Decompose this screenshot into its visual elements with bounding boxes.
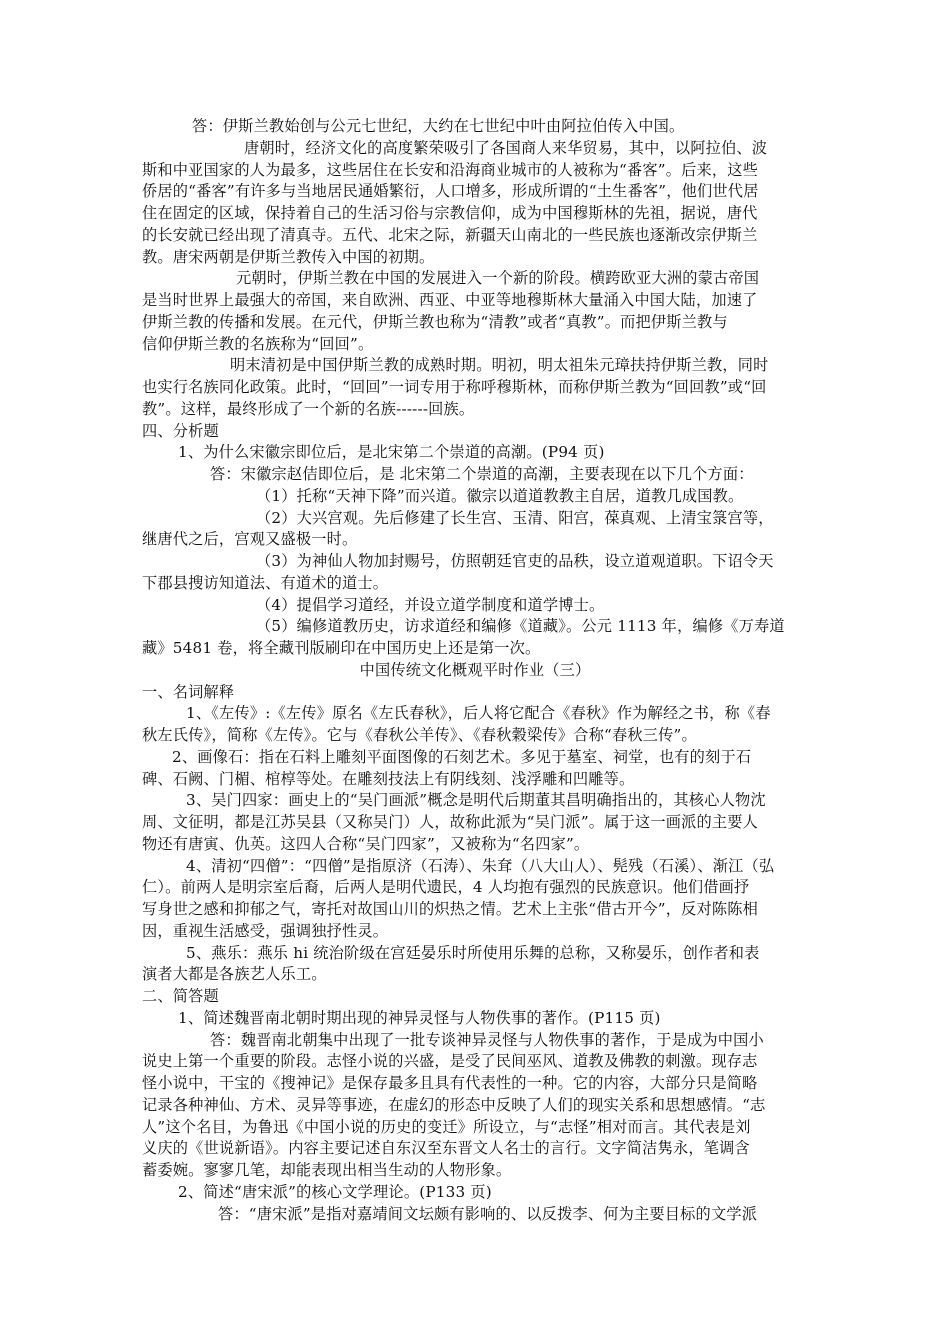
- text-line: 是当时世界上最强大的帝国，来自欧洲、西亚、中亚等地穆斯林大量涌入中国大陆，加速了: [142, 291, 758, 309]
- text-line: 答：伊斯兰教始创与公元七世纪，大约在七世纪中叶由阿拉伯传入中国。: [192, 117, 685, 135]
- text-line: 继唐代之后，宫观又盛极一时。: [142, 530, 358, 549]
- text-line: 下郡县搜访知道法、有道术的道士。: [142, 573, 389, 592]
- text-line: 演者大都是各族艺人乐工。: [142, 965, 327, 984]
- text-line: 明末清初是中国伊斯兰教的成熟时期。明初，明太祖朱元璋扶持伊斯兰教，同时: [230, 356, 769, 375]
- text-line: （3）为神仙人物加封赐号，仿照朝廷官吏的品秩，设立道观道职。下诏令天: [256, 552, 774, 570]
- text-line: 义庆的《世说新语》。内容主要记述自东汉至东晋文人名士的言行。文字简洁隽永，笔调含: [142, 1139, 750, 1158]
- text-line: 侨居的“番客”有许多与当地居民通婚繁衍，人口增多，形成所谓的“土生番客”，他们世代居: [142, 182, 759, 201]
- text-line: 1、简述魏晋南北朝时期出现的神异灵怪与人物佚事的著作。(P115 页): [178, 1008, 661, 1027]
- text-line: 2、画像石：指在石料上雕刻平面图像的石刻艺术。多见于墓室、祠堂，也有的刻于石: [172, 747, 752, 766]
- text-line: 仁）。前两人是明宗室后裔，后两人是明代遗民，4 人均抱有强烈的民族意识。他们借画抒: [142, 878, 750, 897]
- text-line: 怪小说中，干宝的《搜神记》是保存最多且具有代表性的一种。它的内容，大部分只是简略: [142, 1074, 758, 1092]
- text-line: 藏》5481 卷，将全藏刊版刷印在中国历史上还是第一次。: [142, 639, 541, 657]
- text-line: （1）托称“天神下降”而兴道。徽宗以道道教教主自居，道教几成国教。: [256, 486, 744, 505]
- text-line: 记录各种神仙、方术、灵异等事迹，在虚幻的形态中反映了人们的现实关系和思想感情。“志: [142, 1095, 766, 1114]
- text-line: 信仰伊斯兰教的名族称为“回回”。: [142, 334, 374, 353]
- text-line: 物还有唐寅、仇英。这四人合称“吴门四家”，又被称为“名四家”。: [142, 834, 590, 853]
- text-line: 蓄委婉。寥寥几笔，却能表现出相当生动的人物形象。: [142, 1161, 512, 1179]
- text-line: 元朝时，伊斯兰教在中国的发展进入一个新的阶段。横跨欧亚大洲的蒙古帝国: [236, 269, 760, 288]
- text-line: 3、吴门四家：画史上的“吴门画派”概念是明代后期董其昌明确指出的，其核心人物沈: [186, 791, 766, 810]
- text-line: 答：“唐宋派”是指对嘉靖间文坛颇有影响的、以反拨李、何为主要目标的文学派: [218, 1204, 758, 1223]
- text-line: 碑、石阙、门楣、棺椁等处。在雕刻技法上有阴线刻、浅浮雕和凹雕等。: [142, 769, 635, 788]
- text-line: 斯和中亚国家的人为最多，这些居住在长安和沿海商业城市的人被称为“番客”。后来，这些: [142, 160, 759, 179]
- text-line: 5、燕乐：燕乐 hi 统治阶级在宫廷晏乐时所使用乐舞的总称，又称晏乐，创作者和表: [186, 943, 760, 962]
- text-line: （4）提倡学习道经，并设立道学制度和道学博士。: [256, 595, 605, 614]
- text-line: 1、《左传》:《左传》原名《左氏春秋》，后人将它配合《春秋》作为解经之书，称《春: [186, 704, 771, 723]
- text-line: 的长安就已经出现了清真寺。五代、北宋之际，新疆天山南北的一些民族也逐渐改宗伊斯兰: [142, 225, 758, 244]
- text-line: （2）大兴宫观。先后修建了长生宫、玉清、阳宫，葆真观、上清宝箓宫等，: [256, 508, 774, 527]
- text-line: 周、文征明，都是江苏吴县（又称吴门）人，故称此派为“吴门派”。属于这一画派的主要人: [142, 813, 759, 831]
- text-line: 伊斯兰教的传播和发展。在元代，伊斯兰教也称为“清教”或者“真教”。而把伊斯兰教与: [142, 312, 728, 331]
- text-line: 2、简述“唐宋派”的核心文学理论。(P133 页): [178, 1182, 492, 1201]
- text-line: 也实行名族同化政策。此时，“回回”一词专用于称呼穆斯林，而称伊斯兰教为“回回教”或“回: [142, 378, 767, 396]
- text-line: 1、为什么宋徽宗即位后，是北宋第二个崇道的高潮。(P94 页): [178, 443, 605, 462]
- text-line: 人”这个名目，为鲁迅《中国小说的历史的变迁》所设立，与“志怪”相对而言。其代表是刘: [142, 1117, 751, 1136]
- text-line: 唐朝时，经济文化的高度繁荣吸引了各国商人来华贸易，其中，以阿拉伯、波: [244, 138, 768, 157]
- text-line: 说史上第一个重要的阶段。志怪小说的兴盛，是受了民间巫风、道教及佛教的刺激。现存志: [142, 1052, 758, 1071]
- text-line: 因，重视生活感受，强调独抒性灵。: [142, 921, 389, 940]
- text-line: 二、简答题: [142, 987, 219, 1005]
- text-line: 教”。这样，最终形成了一个新的名族------回族。: [142, 399, 475, 418]
- text-line: 一、名词解释: [142, 682, 235, 701]
- section-title: 中国传统文化概观平时作业（三）: [359, 660, 591, 679]
- text-line: 4、清初“四僧”：“四僧”是指原济（石涛）、朱耷（八大山人）、髡残（石溪）、渐江（弘: [186, 856, 775, 875]
- text-line: 答：魏晋南北朝集中出现了一批专谈神异灵怪与人物佚事的著作，于是成为中国小: [210, 1030, 764, 1049]
- text-line: 住在固定的区域，保持着自己的生活习俗与宗教信仰，成为中国穆斯林的先祖，据说，唐代: [142, 204, 758, 222]
- text-line: 秋左氏传》，简称《左传》。它与《春秋公羊传》、《春秋穀梁传》合称“春秋三传”。: [142, 726, 697, 744]
- text-line: 四、分析题: [142, 421, 219, 440]
- text-line: （5）编修道教历史，访求道经和编修《道藏》。公元 1113 年，编修《万寿道: [256, 617, 785, 636]
- text-line: 教。唐宋两朝是伊斯兰教传入中国的初期。: [142, 247, 435, 266]
- text-line: 写身世之感和抑郁之气，寄托对故国山川的炽热之情。艺术上主张“借古开今”，反对陈陈相: [142, 900, 759, 918]
- text-line: 答：宋徽宗赵佶即位后，是 北宋第二个崇道的高潮，主要表现在以下几个方面：: [210, 465, 754, 483]
